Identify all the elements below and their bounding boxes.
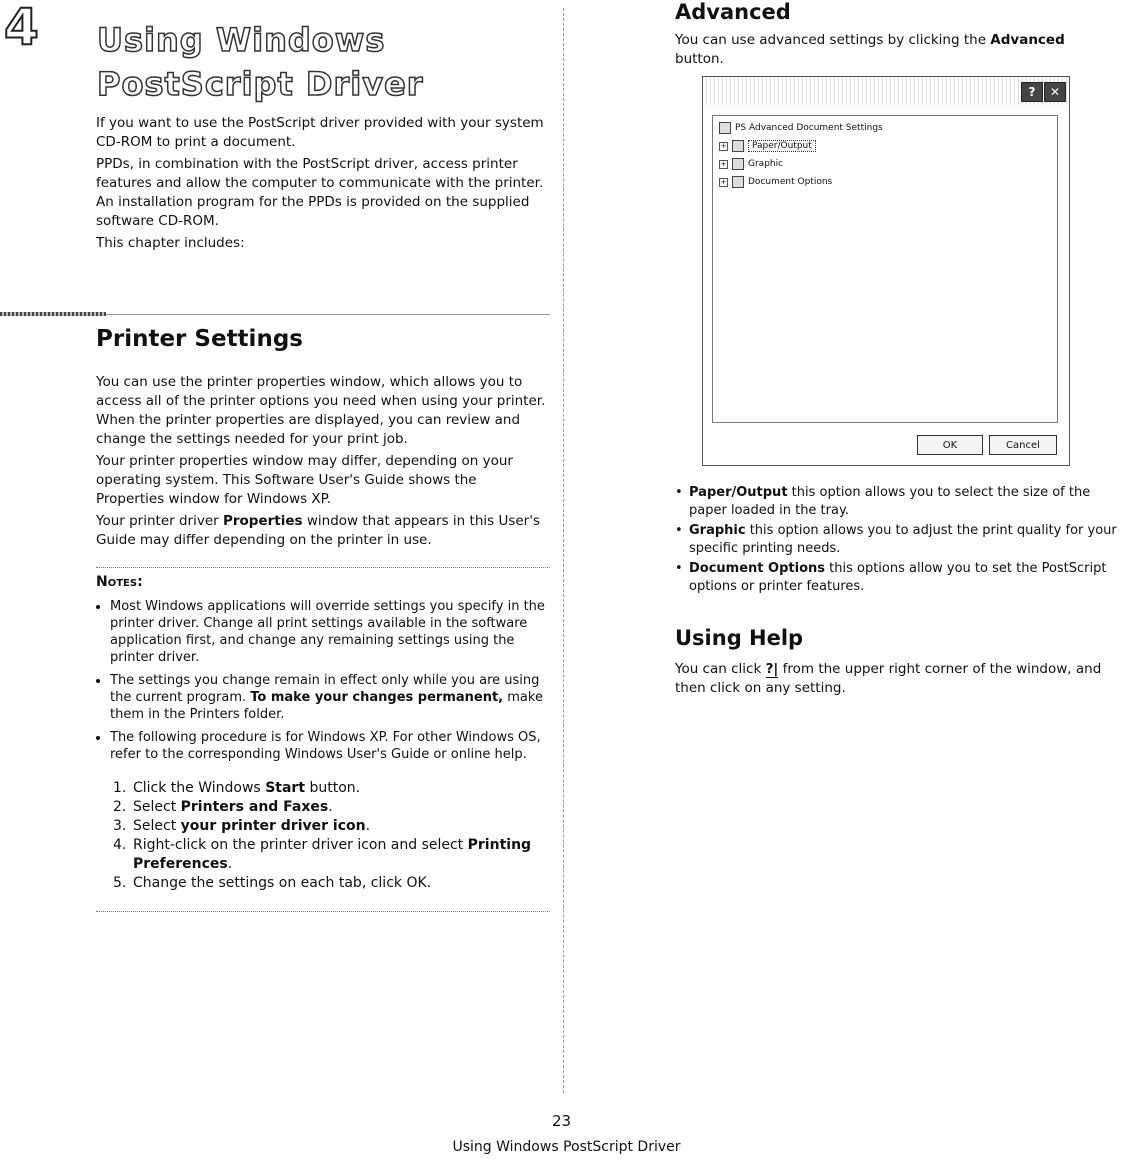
printer-settings-p2: Your printer properties window may differ, depending on your operating system. This Software User's Guide shows the Properties window for Windows XP.: [96, 453, 513, 507]
bullet-item: • Document Options this options allow you to set the PostScript options or printer features.: [675, 561, 1107, 594]
graphic-icon: [732, 158, 744, 170]
steps-list: [113, 779, 548, 893]
ok-button[interactable]: OK: [917, 435, 983, 455]
printer-settings-heading: Printer Settings: [96, 326, 303, 352]
close-icon[interactable]: ✕: [1044, 82, 1066, 102]
printer-icon: [719, 122, 731, 134]
step-item: 5. Change the settings on each tab, click OK.: [113, 875, 432, 891]
note-item: • The settings you change remain in effect only while you are using the current program. To make your changes permanent, make them in the Printers folder.: [110, 672, 548, 723]
advanced-p: You can use advanced settings by clicking the Advanced button.: [675, 32, 1065, 67]
using-help-p: You can click ?| from the upper right corner of the window, and then click on any setting.: [675, 661, 1102, 696]
dialog-title-bar: [703, 77, 1069, 105]
advanced-heading: Advanced: [675, 0, 791, 24]
note-item: • Most Windows applications will override settings you specify in the printer driver. Change all print settings available in the software application first, and change any remaining settings using the printer driver.: [110, 598, 548, 666]
footer-title: Using Windows PostScript Driver: [452, 1139, 681, 1155]
chapter-title: [97, 18, 424, 106]
intro-p1: If you want to use the PostScript driver provided with your system CD-ROM to print a document.: [96, 115, 544, 150]
bullet-item: • Paper/Output this option allows you to select the size of the paper loaded in the tray.: [675, 485, 1091, 518]
notes-heading: Notes:: [96, 574, 143, 590]
note-item: • The following procedure is for Windows XP. For other Windows OS, refer to the corresponding Windows User's Guide or online help.: [110, 729, 548, 763]
tree-item-paper-output[interactable]: + Paper/Output: [719, 140, 816, 152]
paper-icon: [732, 140, 744, 152]
column-separator: [563, 8, 564, 1093]
printer-settings-p1: You can use the printer properties window, which allows you to access all of the printer options you need when using your printer. When the printer properties are displayed, you can review and change the settings needed for your print job.: [96, 374, 546, 447]
page-number: 23: [551, 1112, 572, 1130]
intro-p3: This chapter includes:: [96, 235, 245, 251]
step-item: 3. Select your printer driver icon.: [113, 818, 371, 834]
tree-root[interactable]: PS Advanced Document Settings: [719, 122, 883, 134]
printer-settings-p3: Your printer driver Properties window that appears in this User's Guide may differ depending on the printer in use.: [96, 513, 540, 548]
expand-icon[interactable]: +: [720, 177, 727, 186]
notes-list: [96, 598, 548, 769]
notes-bottom-rule: [96, 911, 550, 912]
step-item: 1. Click the Windows Start button.: [113, 780, 361, 796]
settings-tree: [712, 115, 1058, 423]
expand-icon[interactable]: +: [720, 141, 727, 150]
document-icon: [732, 176, 744, 188]
chapter-title-line2: PostScript Driver: [97, 65, 424, 103]
tree-item-document-options[interactable]: + Document Options: [720, 177, 833, 187]
help-icon[interactable]: ?: [1021, 82, 1043, 102]
advanced-dialog: [702, 76, 1070, 466]
expand-icon[interactable]: +: [720, 159, 727, 168]
cancel-button[interactable]: Cancel: [989, 435, 1057, 455]
using-help-heading: Using Help: [675, 626, 804, 650]
section-accent: [0, 312, 106, 316]
chapter-title-line1: Using Windows: [97, 21, 386, 59]
section-divider: [106, 314, 550, 315]
help-icon: ?|: [765, 661, 779, 677]
step-item: 2. Select Printers and Faxes.: [113, 799, 333, 815]
step-item: 4. Right-click on the printer driver icon and select Printing Preferences.: [113, 837, 532, 872]
advanced-bullets: [675, 484, 1117, 598]
notes-top-rule: [96, 567, 550, 568]
bullet-item: • Graphic this option allows you to adjust the print quality for your specific printing needs.: [675, 523, 1117, 556]
tree-item-graphic[interactable]: + Graphic: [720, 159, 784, 169]
chapter-number: 4: [4, 0, 39, 56]
intro-p2: PPDs, in combination with the PostScript driver, access printer features and allow the computer to communicate with the printer. An installation program for the PPDs is provided on the supplied software CD-ROM.: [96, 156, 544, 229]
